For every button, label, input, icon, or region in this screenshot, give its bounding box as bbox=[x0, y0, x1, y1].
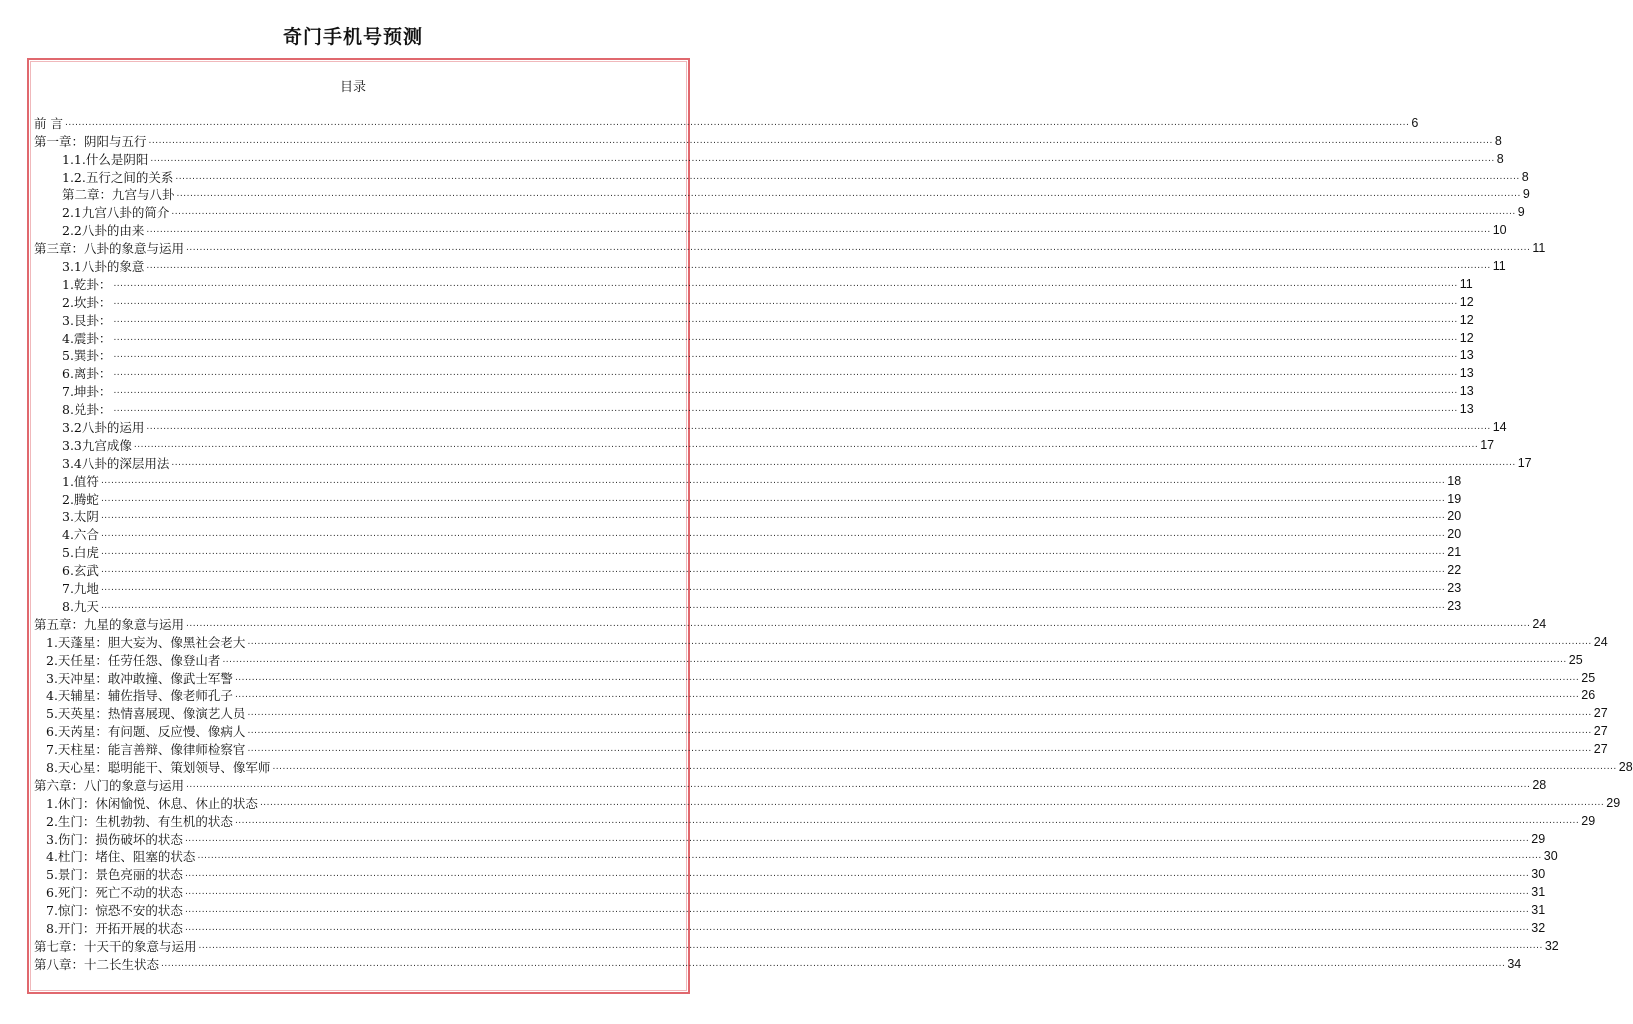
toc-entry[interactable] bbox=[34, 381, 1474, 400]
toc-page-number: 29 bbox=[1581, 813, 1596, 828]
toc-entry[interactable] bbox=[34, 131, 1502, 149]
toc-entry-title: 5.巽卦： bbox=[62, 348, 112, 364]
toc-page-number: 32 bbox=[1531, 920, 1546, 935]
toc-entry-title: 4.六合 bbox=[62, 527, 99, 543]
toc-dot-leader: ................................................................................................................................................................................................................................................................................................................................................................................................................ bbox=[186, 779, 1531, 790]
toc-dot-leader: ................................................................................................................................................................................................................................................................................................................................................................................................................ bbox=[100, 600, 1446, 611]
toc-entry[interactable] bbox=[34, 113, 1419, 131]
toc-entry-title: 4.震卦： bbox=[62, 330, 112, 346]
toc-entry-title: 2.天任星：任劳任怨、像登山者 bbox=[46, 652, 221, 668]
toc-page-number: 31 bbox=[1531, 903, 1546, 918]
toc-page-number: 23 bbox=[1447, 581, 1462, 596]
toc-dot-leader: ................................................................................................................................................................................................................................................................................................................................................................................................................ bbox=[146, 261, 1491, 272]
toc-entry-title: 1.2.五行之间的关系 bbox=[62, 169, 174, 185]
toc-page-number: 11 bbox=[1492, 259, 1506, 274]
toc-entry[interactable] bbox=[34, 954, 1522, 972]
toc-entry[interactable] bbox=[34, 220, 1507, 239]
toc-dot-leader: ................................................................................................................................................................................................................................................................................................................................................................................................................ bbox=[184, 869, 1530, 880]
toc-entry[interactable] bbox=[34, 292, 1474, 310]
toc-page-number: 21 bbox=[1447, 545, 1462, 560]
toc-entry[interactable] bbox=[34, 632, 1608, 650]
toc-entry-title: 第五章：九星的象意与运用 bbox=[34, 616, 185, 632]
table-of-contents bbox=[34, 113, 1633, 972]
toc-entry[interactable] bbox=[34, 346, 1474, 364]
toc-dot-leader: ................................................................................................................................................................................................................................................................................................................................................................................................................ bbox=[64, 117, 1410, 128]
toc-entry-title: 2.腾蛇 bbox=[62, 491, 99, 507]
toc-dot-leader: ................................................................................................................................................................................................................................................................................................................................................................................................................ bbox=[186, 243, 1531, 254]
toc-page-number: 29 bbox=[1606, 795, 1621, 810]
toc-entry[interactable] bbox=[34, 149, 1504, 167]
toc-page-number: 34 bbox=[1507, 956, 1522, 971]
toc-dot-leader: ................................................................................................................................................................................................................................................................................................................................................................................................................ bbox=[171, 457, 1516, 468]
toc-entry-title: 7.九地 bbox=[62, 581, 99, 597]
toc-dot-leader: ................................................................................................................................................................................................................................................................................................................................................................................................................ bbox=[184, 905, 1530, 916]
toc-dot-leader: ................................................................................................................................................................................................................................................................................................................................................................................................................ bbox=[234, 690, 1580, 701]
toc-entry-title: 6.天芮星：有问题、反应慢、像病人 bbox=[46, 724, 246, 740]
toc-entry[interactable] bbox=[34, 900, 1546, 919]
toc-page-number: 26 bbox=[1581, 688, 1596, 703]
toc-entry-title: 4.天辅星：辅佐指导、像老师孔子 bbox=[46, 688, 233, 704]
toc-entry-title: 5.天英星：热情喜展现、像演艺人员 bbox=[46, 706, 246, 722]
toc-entry-title: 3.太阴 bbox=[62, 509, 99, 525]
toc-dot-leader: ................................................................................................................................................................................................................................................................................................................................................................................................................ bbox=[171, 207, 1516, 218]
toc-entry-title: 8.开门：开拓开展的状态 bbox=[46, 920, 183, 936]
toc-entry-title: 1.休门：休闲愉悦、休息、休止的状态 bbox=[46, 795, 258, 811]
toc-page-number: 27 bbox=[1593, 724, 1608, 739]
toc-dot-leader: ................................................................................................................................................................................................................................................................................................................................................................................................................ bbox=[247, 726, 1592, 737]
toc-entry[interactable] bbox=[34, 542, 1462, 561]
toc-entry-title: 2.2八卦的由来 bbox=[62, 223, 145, 239]
toc-page-number: 25 bbox=[1581, 670, 1596, 685]
toc-entry[interactable] bbox=[34, 811, 1596, 829]
toc-page-number: 14 bbox=[1492, 420, 1507, 435]
toc-heading: 目录 bbox=[339, 80, 366, 95]
toc-page-number: 31 bbox=[1531, 885, 1546, 900]
toc-page-number: 13 bbox=[1459, 348, 1474, 363]
toc-page-number: 18 bbox=[1447, 473, 1462, 488]
toc-dot-leader: ................................................................................................................................................................................................................................................................................................................................................................................................................ bbox=[100, 565, 1446, 576]
toc-dot-leader: ................................................................................................................................................................................................................................................................................................................................................................................................................ bbox=[146, 225, 1491, 236]
toc-page-number: 29 bbox=[1531, 831, 1546, 846]
toc-entry[interactable] bbox=[34, 721, 1608, 740]
toc-dot-leader: ................................................................................................................................................................................................................................................................................................................................................................................................................ bbox=[259, 797, 1605, 808]
toc-entry-title: 第一章：阴阳与五行 bbox=[34, 133, 147, 149]
toc-dot-leader: ................................................................................................................................................................................................................................................................................................................................................................................................................ bbox=[148, 135, 1493, 146]
toc-dot-leader: ................................................................................................................................................................................................................................................................................................................................................................................................................ bbox=[113, 368, 1458, 379]
toc-entry-title: 6.离卦： bbox=[62, 366, 112, 382]
toc-dot-leader: ................................................................................................................................................................................................................................................................................................................................................................................................................ bbox=[113, 314, 1458, 325]
toc-entry[interactable] bbox=[34, 614, 1547, 632]
toc-page-number: 30 bbox=[1531, 867, 1546, 882]
toc-entry-title: 3.3九宫成像 bbox=[62, 437, 132, 453]
toc-entry[interactable] bbox=[34, 650, 1583, 668]
toc-entry-title: 2.1九宫八卦的简介 bbox=[62, 205, 170, 221]
toc-dot-leader: ................................................................................................................................................................................................................................................................................................................................................................................................................ bbox=[247, 708, 1592, 719]
toc-entry[interactable] bbox=[34, 489, 1462, 507]
toc-dot-leader: ................................................................................................................................................................................................................................................................................................................................................................................................................ bbox=[161, 958, 1506, 969]
toc-dot-leader: ................................................................................................................................................................................................................................................................................................................................................................................................................ bbox=[197, 851, 1542, 862]
toc-page-number: 6 bbox=[1411, 115, 1419, 130]
toc-dot-leader: ................................................................................................................................................................................................................................................................................................................................................................................................................ bbox=[100, 475, 1446, 486]
toc-entry-title: 7.惊门：惊恐不安的状态 bbox=[46, 903, 183, 919]
toc-page-number: 12 bbox=[1459, 312, 1474, 327]
toc-dot-leader: ................................................................................................................................................................................................................................................................................................................................................................................................................ bbox=[100, 547, 1446, 558]
toc-dot-leader: ................................................................................................................................................................................................................................................................................................................................................................................................................ bbox=[113, 404, 1458, 415]
toc-page-number: 22 bbox=[1447, 563, 1462, 578]
toc-entry-title: 5.景门：景色亮丽的状态 bbox=[46, 867, 183, 883]
toc-dot-leader: ................................................................................................................................................................................................................................................................................................................................................................................................................ bbox=[100, 493, 1446, 504]
toc-page-number: 13 bbox=[1459, 402, 1474, 417]
toc-entry[interactable] bbox=[34, 310, 1474, 328]
toc-page-number: 11 bbox=[1532, 241, 1546, 256]
toc-page-number: 25 bbox=[1568, 652, 1583, 667]
toc-entry-title: 8.天心星：聪明能干、策划领导、像军师 bbox=[46, 759, 271, 775]
toc-entry[interactable] bbox=[34, 328, 1474, 346]
toc-dot-leader: ................................................................................................................................................................................................................................................................................................................................................................................................................ bbox=[113, 278, 1458, 289]
toc-entry[interactable] bbox=[34, 453, 1532, 471]
toc-page-number: 24 bbox=[1532, 616, 1547, 631]
toc-page-number: 24 bbox=[1593, 634, 1608, 649]
toc-entry-title: 第八章：十二长生状态 bbox=[34, 956, 160, 972]
toc-page-number: 27 bbox=[1593, 742, 1608, 757]
toc-entry[interactable] bbox=[34, 847, 1558, 865]
toc-dot-leader: ................................................................................................................................................................................................................................................................................................................................................................................................................ bbox=[234, 672, 1580, 683]
toc-entry[interactable] bbox=[34, 167, 1529, 185]
toc-entry[interactable] bbox=[34, 757, 1633, 775]
toc-dot-leader: ................................................................................................................................................................................................................................................................................................................................................................................................................ bbox=[272, 761, 1617, 772]
toc-dot-leader: ................................................................................................................................................................................................................................................................................................................................................................................................................ bbox=[100, 583, 1446, 594]
toc-entry-title: 3.天冲星：敢冲敢撞、像武士军警 bbox=[46, 670, 233, 686]
toc-entry[interactable] bbox=[34, 202, 1525, 221]
toc-dot-leader: ................................................................................................................................................................................................................................................................................................................................................................................................................ bbox=[247, 636, 1592, 647]
toc-entry[interactable] bbox=[34, 560, 1462, 579]
toc-entry-title: 3.1八卦的象意 bbox=[62, 259, 145, 275]
toc-page-number: 13 bbox=[1459, 366, 1474, 381]
toc-page-number: 8 bbox=[1494, 133, 1502, 148]
toc-page-number: 28 bbox=[1532, 777, 1547, 792]
toc-entry-title: 5.白虎 bbox=[62, 545, 99, 561]
toc-dot-leader: ................................................................................................................................................................................................................................................................................................................................................................................................................ bbox=[146, 422, 1491, 433]
toc-entry[interactable] bbox=[34, 793, 1621, 811]
toc-page-number: 10 bbox=[1492, 223, 1507, 238]
toc-entry-title: 8.九天 bbox=[62, 598, 99, 614]
toc-entry-title: 第三章：八卦的象意与运用 bbox=[34, 241, 185, 257]
toc-dot-leader: ................................................................................................................................................................................................................................................................................................................................................................................................................ bbox=[113, 296, 1458, 307]
toc-dot-leader: ................................................................................................................................................................................................................................................................................................................................................................................................................ bbox=[113, 386, 1458, 397]
document-title: 奇门手机号预测 bbox=[282, 26, 423, 48]
toc-dot-leader: ................................................................................................................................................................................................................................................................................................................................................................................................................ bbox=[198, 940, 1543, 951]
toc-dot-leader: ................................................................................................................................................................................................................................................................................................................................................................................................................ bbox=[222, 654, 1567, 665]
toc-page-number: 9 bbox=[1522, 187, 1530, 202]
toc-entry[interactable] bbox=[34, 256, 1506, 275]
toc-entry-title: 7.天柱星：能言善辩、像律师检察官 bbox=[46, 742, 246, 758]
toc-dot-leader: ................................................................................................................................................................................................................................................................................................................................................................................................................ bbox=[100, 529, 1446, 540]
toc-entry[interactable] bbox=[34, 775, 1547, 793]
toc-page-number: 27 bbox=[1593, 706, 1608, 721]
toc-entry[interactable] bbox=[34, 703, 1608, 722]
toc-entry[interactable] bbox=[34, 578, 1462, 597]
toc-entry[interactable] bbox=[34, 739, 1608, 758]
toc-entry-title: 4.杜门：堵住、阻塞的状态 bbox=[46, 849, 196, 865]
toc-entry[interactable] bbox=[34, 829, 1546, 847]
toc-entry-title: 2.生门：生机勃勃、有生机的状态 bbox=[46, 813, 233, 829]
toc-entry-title: 1.乾卦： bbox=[62, 276, 112, 292]
toc-page-number: 9 bbox=[1517, 205, 1525, 220]
toc-page-number: 20 bbox=[1447, 527, 1462, 542]
toc-page-number: 12 bbox=[1459, 294, 1474, 309]
toc-entry-title: 1.天蓬星：胆大妄为、像黑社会老大 bbox=[46, 634, 246, 650]
toc-entry-title: 第六章：八门的象意与运用 bbox=[34, 777, 185, 793]
toc-dot-leader: ................................................................................................................................................................................................................................................................................................................................................................................................................ bbox=[184, 833, 1530, 844]
toc-entry-title: 1.值符 bbox=[62, 473, 99, 489]
toc-entry-title: 6.死门：死亡不动的状态 bbox=[46, 885, 183, 901]
toc-entry[interactable] bbox=[34, 668, 1596, 686]
toc-page-number: 23 bbox=[1447, 598, 1462, 613]
toc-entry[interactable] bbox=[34, 185, 1530, 203]
toc-dot-leader: ................................................................................................................................................................................................................................................................................................................................................................................................................ bbox=[234, 815, 1580, 826]
toc-entry[interactable] bbox=[34, 363, 1474, 382]
toc-entry-title: 3.4八卦的深层用法 bbox=[62, 455, 170, 471]
toc-entry[interactable] bbox=[34, 686, 1596, 704]
toc-entry-title: 1.1.什么是阴阳 bbox=[62, 151, 149, 167]
toc-entry-title: 3.艮卦： bbox=[62, 312, 112, 328]
toc-dot-leader: ................................................................................................................................................................................................................................................................................................................................................................................................................ bbox=[176, 189, 1521, 200]
toc-page-number: 32 bbox=[1544, 938, 1559, 953]
toc-entry[interactable] bbox=[34, 435, 1495, 453]
toc-entry-title: 2.坎卦： bbox=[62, 294, 112, 310]
toc-page-number: 13 bbox=[1459, 384, 1474, 399]
toc-entry-title: 7.坤卦： bbox=[62, 384, 112, 400]
toc-entry[interactable] bbox=[34, 238, 1546, 257]
toc-entry-title: 3.2八卦的运用 bbox=[62, 420, 145, 436]
toc-entry-title: 3.伤门：损伤破坏的状态 bbox=[46, 831, 183, 847]
toc-entry[interactable] bbox=[34, 507, 1462, 525]
toc-entry[interactable] bbox=[34, 274, 1473, 292]
toc-entry[interactable] bbox=[34, 864, 1546, 883]
toc-entry-title: 第二章：九宫与八卦 bbox=[62, 187, 175, 203]
toc-entry[interactable] bbox=[34, 471, 1462, 489]
toc-dot-leader: ................................................................................................................................................................................................................................................................................................................................................................................................................ bbox=[113, 332, 1458, 343]
toc-page-number: 19 bbox=[1447, 491, 1462, 506]
toc-page-number: 17 bbox=[1517, 455, 1532, 470]
toc-page-number: 8 bbox=[1496, 151, 1504, 166]
toc-page-number: 28 bbox=[1618, 759, 1633, 774]
toc-page-number: 11 bbox=[1459, 276, 1473, 291]
toc-dot-leader: ................................................................................................................................................................................................................................................................................................................................................................................................................ bbox=[175, 171, 1520, 182]
toc-page-number: 12 bbox=[1459, 330, 1474, 345]
toc-entry[interactable] bbox=[34, 524, 1462, 543]
toc-entry-title: 第七章：十天干的象意与运用 bbox=[34, 938, 197, 954]
toc-page-number: 17 bbox=[1480, 437, 1495, 452]
toc-dot-leader: ................................................................................................................................................................................................................................................................................................................................................................................................................ bbox=[247, 744, 1592, 755]
toc-dot-leader: ................................................................................................................................................................................................................................................................................................................................................................................................................ bbox=[150, 153, 1495, 164]
toc-dot-leader: ................................................................................................................................................................................................................................................................................................................................................................................................................ bbox=[113, 350, 1458, 361]
toc-dot-leader: ................................................................................................................................................................................................................................................................................................................................................................................................................ bbox=[133, 439, 1479, 450]
toc-entry-title: 6.玄武 bbox=[62, 563, 99, 579]
toc-page-number: 20 bbox=[1447, 509, 1462, 524]
toc-page-number: 30 bbox=[1543, 849, 1558, 864]
toc-entry[interactable] bbox=[34, 882, 1546, 901]
toc-entry-title: 8.兑卦： bbox=[62, 402, 112, 418]
toc-dot-leader: ................................................................................................................................................................................................................................................................................................................................................................................................................ bbox=[184, 887, 1530, 898]
toc-entry[interactable] bbox=[34, 918, 1546, 936]
toc-entry[interactable] bbox=[34, 417, 1507, 436]
toc-entry[interactable] bbox=[34, 936, 1559, 954]
toc-entry[interactable] bbox=[34, 596, 1462, 614]
toc-dot-leader: ................................................................................................................................................................................................................................................................................................................................................................................................................ bbox=[100, 511, 1446, 522]
toc-entry-title: 前 言 bbox=[34, 115, 63, 131]
toc-page-number: 8 bbox=[1521, 169, 1529, 184]
toc-entry[interactable] bbox=[34, 399, 1474, 418]
toc-dot-leader: ................................................................................................................................................................................................................................................................................................................................................................................................................ bbox=[186, 618, 1531, 629]
toc-dot-leader: ................................................................................................................................................................................................................................................................................................................................................................................................................ bbox=[184, 922, 1530, 933]
